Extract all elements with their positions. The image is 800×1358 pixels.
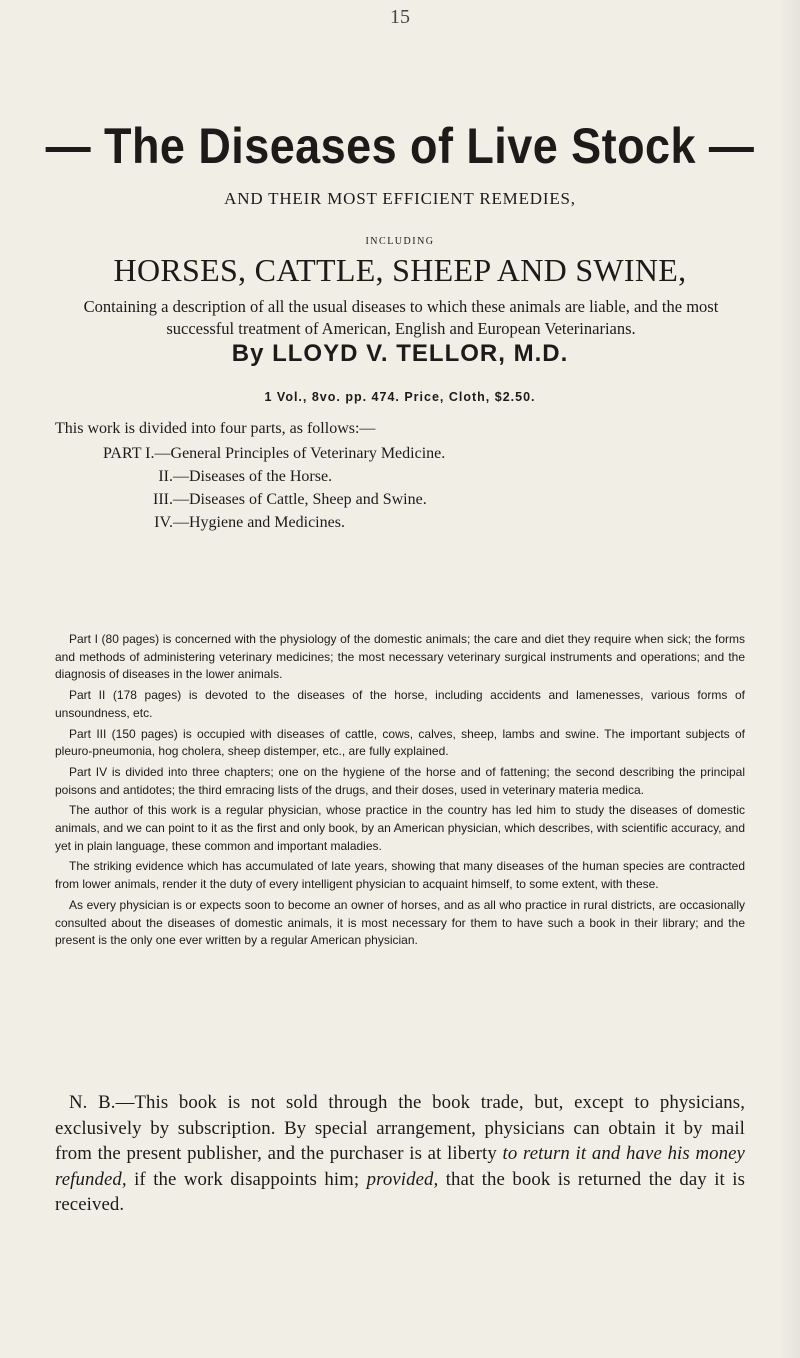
part-text: —Hygiene and Medicines. bbox=[173, 514, 345, 531]
body-text bbox=[55, 631, 745, 953]
subtitle-including: INCLUDING bbox=[365, 236, 435, 247]
nota-bene bbox=[55, 1090, 745, 1218]
page-edge-shadow bbox=[780, 0, 800, 1358]
paragraph-author: The author of this work is a regular physician, whose practice in the country has led him to study the diseases of domestic animals, and we can point to it as the first and only book, by an American physician, which describes, with scientific accuracy, and yet in plain language, these common and important maladies. bbox=[55, 803, 745, 853]
paragraph-part-three: Part III (150 pages) is occupied with diseases of cattle, cows, calves, sheep, lambs and swine. The important subjects of pleuro-pneumonia, hog cholera, sheep distemper, etc., are fully explained. bbox=[55, 726, 745, 759]
nb-lead: N. B.—This book is not sold through the book trade, but, except to physicians, exclusively by subscription. By special arrangement, physicians can obtain it by mail from the present publisher, and the purchaser is at liberty bbox=[55, 1092, 745, 1165]
part-text: —General Principles of Veterinary Medicine. bbox=[154, 445, 446, 462]
paragraph-part-one: Part I (80 pages) is concerned with the physiology of the domestic animals; the care and diet they require when sick; the forms and methods of administering veterinary medicines; the most necessary veterinary surgical instruments and operations; and the diagnosis of diseases in the lower animals. bbox=[55, 632, 745, 682]
list-item bbox=[103, 442, 445, 465]
nb-italic-provided: provided, bbox=[366, 1168, 439, 1190]
price-line: 1 Vol., 8vo. pp. 474. Price, Cloth, $2.50. bbox=[264, 390, 536, 404]
part-text: —Diseases of Cattle, Sheep and Swine. bbox=[173, 491, 427, 508]
subtitle-remedies: AND THEIR MOST EFFICIENT REMEDIES, bbox=[224, 189, 576, 208]
page-number: 15 bbox=[390, 6, 410, 28]
paragraph-every-physician: As every physician is or expects soon to become an owner of horses, and as all who practice in rural districts, are occasionally consulted about the diseases of domestic animals, it is most necessary for them to have such a book in their library; and the present is the only one ever written by a regular American physician. bbox=[55, 897, 745, 948]
author-line: By LLOYD V. TELLOR, M.D. bbox=[231, 340, 569, 367]
list-item bbox=[103, 488, 445, 511]
subtitle-animals: HORSES, CATTLE, SHEEP AND SWINE, bbox=[113, 252, 687, 288]
paragraph-part-two: Part II (178 pages) is devoted to the diseases of the horse, including accidents and lamenesses, various forms of unsoundness, etc. bbox=[55, 688, 745, 720]
book-description: Containing a description of all the usual diseases to which these animals are liable, and the most successful treatment of American, English and European Veterinarians. bbox=[83, 297, 719, 338]
part-key: IV. bbox=[154, 514, 173, 531]
nb-italic-refund: to return it and have his money refunded, bbox=[55, 1143, 745, 1190]
part-key: III. bbox=[153, 491, 173, 508]
part-key: II. bbox=[158, 468, 173, 485]
paragraph-part-four: Part IV is divided into three chapters; one on the hygiene of the horse and of fattening; the second describing the principal poisons and antidotes; the third emracing lists of the drugs, and their doses, used in veterinary materia medica. bbox=[55, 764, 745, 797]
parts-list bbox=[103, 442, 445, 534]
nota-bene-paragraph bbox=[55, 1090, 745, 1218]
nb-end: that the book is returned the day it is received. bbox=[55, 1168, 745, 1216]
page-title: — The Diseases of Live Stock — bbox=[45, 118, 755, 174]
part-key: PART I. bbox=[103, 445, 155, 462]
list-item bbox=[103, 511, 445, 534]
part-text: —Diseases of the Horse. bbox=[173, 468, 333, 485]
nb-middle: if the work disappoints him; bbox=[126, 1168, 367, 1190]
parts-intro: This work is divided into four parts, as follows:— bbox=[55, 420, 376, 437]
list-item bbox=[103, 465, 445, 488]
paragraph-evidence: The striking evidence which has accumulated of late years, showing that many diseases of the human species are contracted from lower animals, render it the duty of every intelligent physician to acquaint himself, to some extent, with these. bbox=[55, 859, 745, 892]
